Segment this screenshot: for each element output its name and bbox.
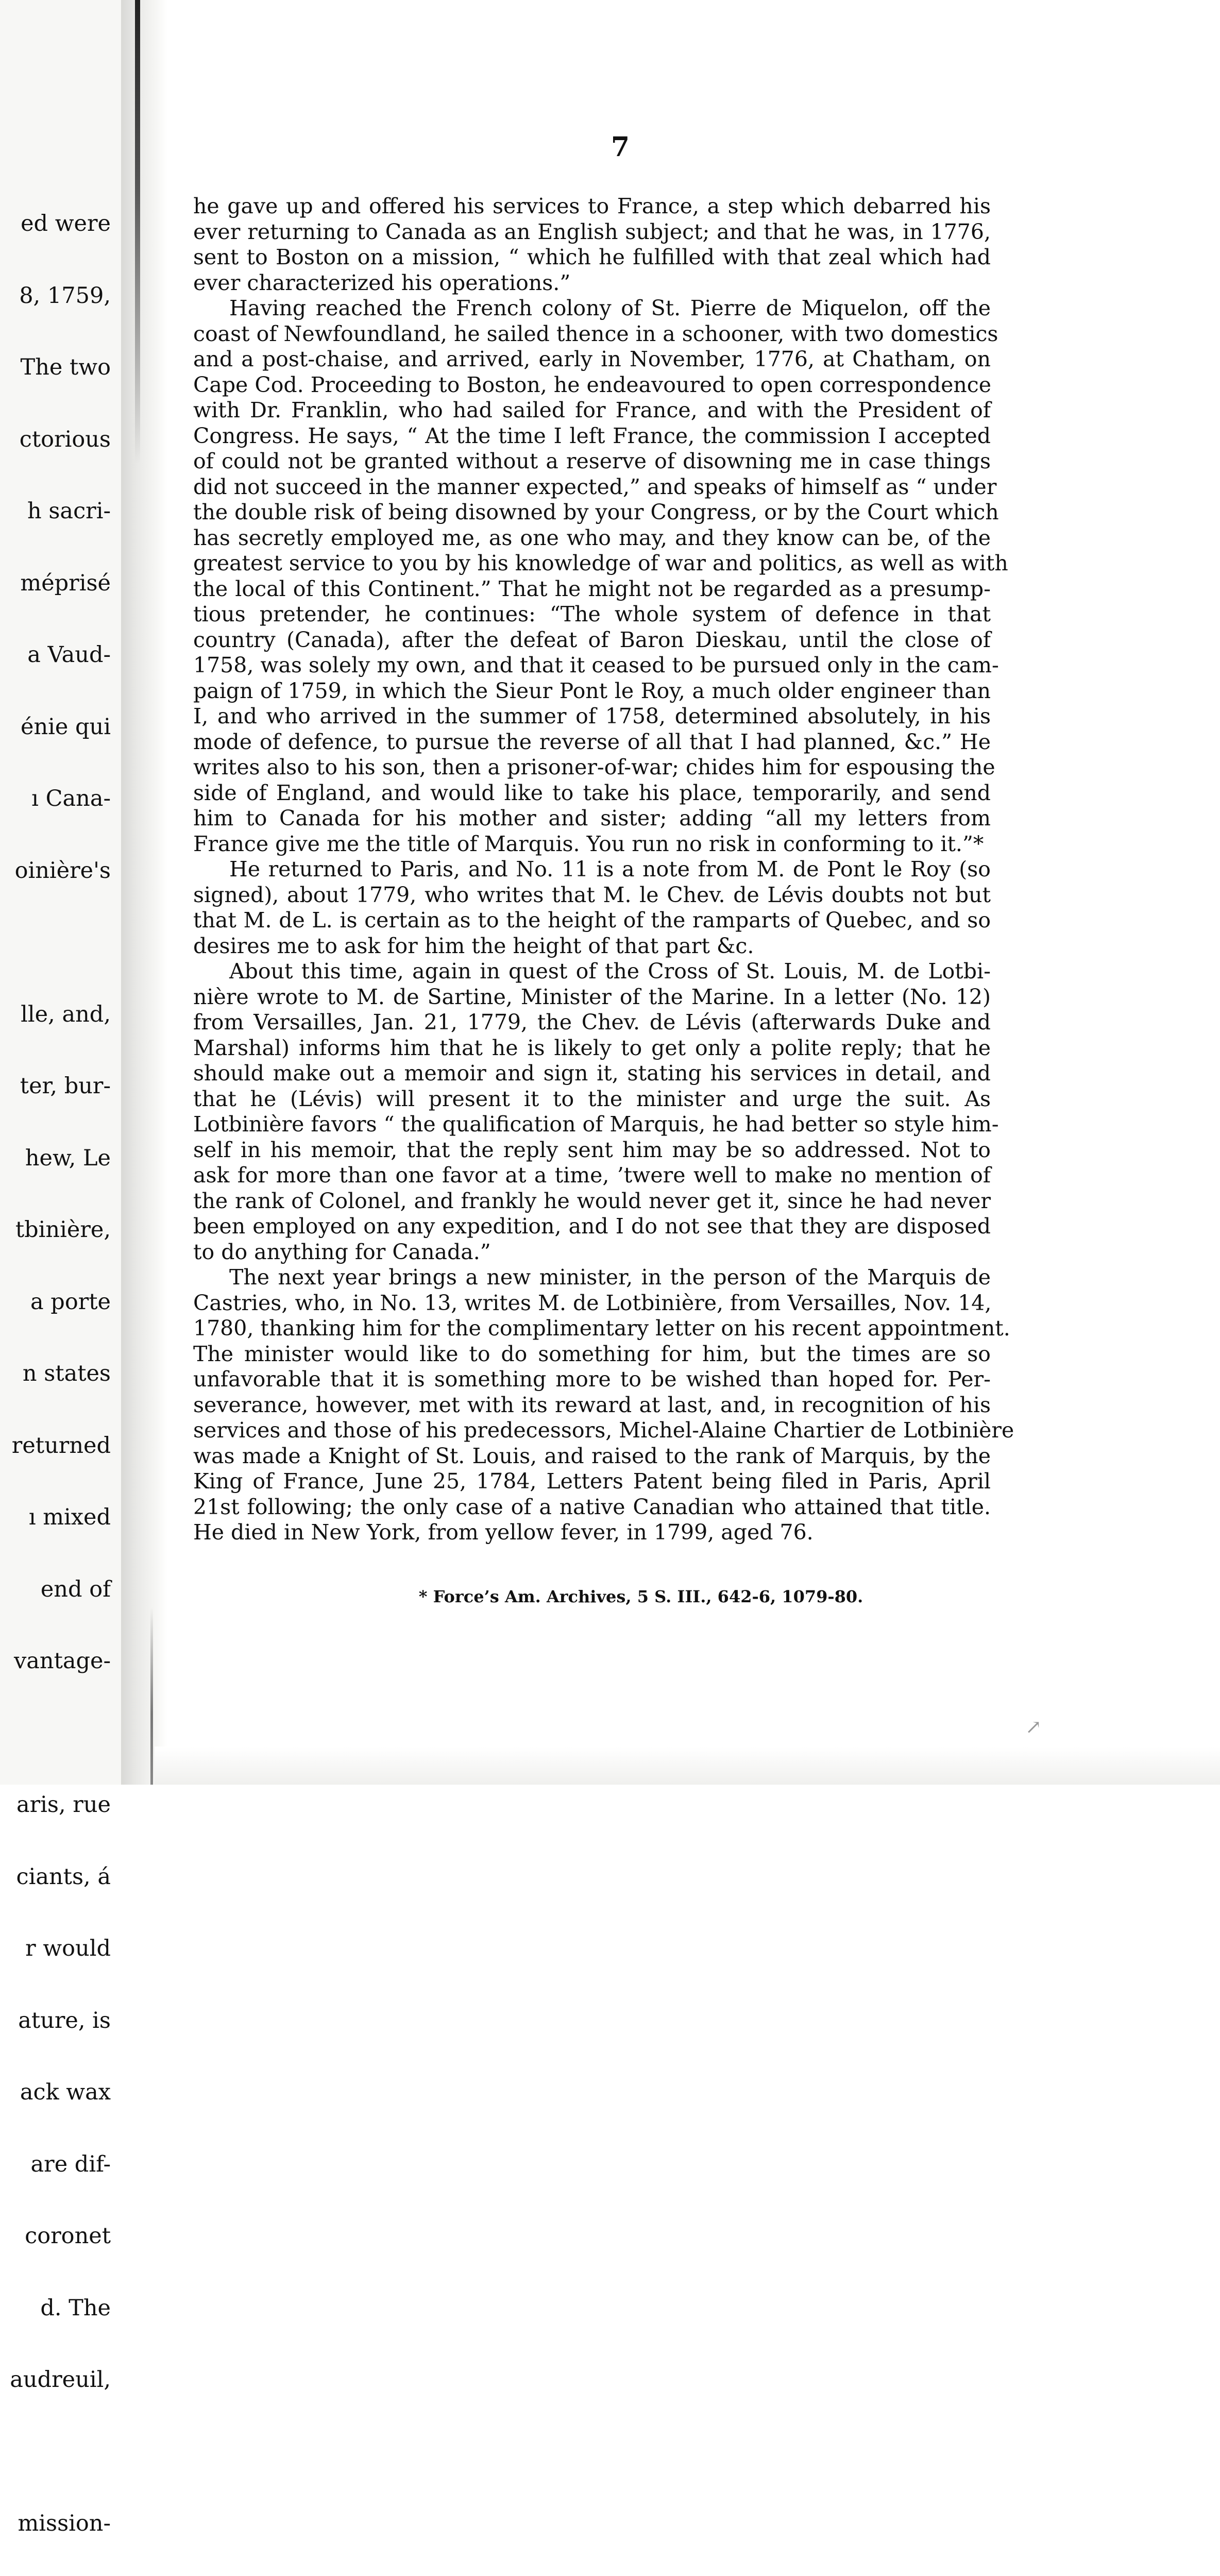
left-line: tbinière, <box>15 1217 111 1243</box>
left-line: oinière's <box>14 857 111 884</box>
left-line: ature, is <box>18 2007 111 2033</box>
left-line: h sacri- <box>27 498 111 524</box>
text-line: the double risk of being disowned by your Congress, or by the Court which <box>193 500 999 524</box>
left-line: aris, rue <box>16 1792 111 1818</box>
paragraph-first-line: About this time, again in quest of the Cross of St. Louis, M. de Lotbi- <box>229 959 991 984</box>
left-line: 8, 1759, <box>19 282 111 309</box>
text-line: with Dr. Franklin, who had sailed for France, and with the President of <box>193 398 991 422</box>
left-line: audreuil, <box>10 2367 111 2393</box>
text-line: side of England, and would like to take his place, temporarily, and send <box>193 780 991 805</box>
text-line: was made a Knight of St. Louis, and raised to the rank of Marquis, by the <box>193 1443 991 1468</box>
left-line: The two <box>20 354 111 380</box>
left-line: end of <box>40 1576 111 1602</box>
text-line: He died in New York, from yellow fever, in 1799, aged 76. <box>193 1520 814 1545</box>
text-line: that he (Lévis) will present it to the minister and urge the suit. As <box>193 1086 991 1111</box>
paragraph-first-line: The next year brings a new minister, in the person of the Marquis de <box>229 1265 991 1290</box>
text-line: severance, however, met with its reward at last, and, in recognition of his <box>193 1392 991 1417</box>
text-line: 21st following; the only case of a native Canadian who attained that title. <box>193 1494 991 1519</box>
left-line <box>0 2440 111 2464</box>
text-line: King of France, June 25, 1784, Letters Patent being filed in Paris, April <box>193 1469 991 1494</box>
left-line <box>0 930 111 955</box>
text-line: tious pretender, he continues: “The whole system of defence in that <box>193 602 991 626</box>
text-line: to do anything for Canada.” <box>193 1239 491 1264</box>
left-line: ed were <box>21 211 111 236</box>
text-line: unfavorable that it is something more to be wished than hoped for. Per- <box>193 1367 991 1392</box>
left-line: ctorious <box>19 426 111 452</box>
text-line: Lotbinière favors “ the qualification of Marquis, he had better so style him- <box>193 1112 999 1137</box>
spine-edge <box>135 0 140 464</box>
left-line: ciants, á <box>16 1863 111 1890</box>
left-line: coronet <box>25 2223 111 2249</box>
left-line: ı Cana- <box>31 786 111 811</box>
text-line: France give me the title of Marquis. You run no risk in conforming to it.”* <box>193 831 984 856</box>
text-line: coast of Newfoundland, he sailed thence in a schooner, with two domestics <box>193 321 998 346</box>
left-line: énie qui <box>21 714 111 740</box>
left-line: d. The <box>40 2295 111 2321</box>
paragraph-first-line: Having reached the French colony of St. Pierre de Miquelon, off the <box>229 296 991 320</box>
text-line: he gave up and offered his services to France, a step which debarred his <box>193 194 991 218</box>
footnote: * Force’s Am. Archives, 5 S. III., 642-6, 1079-80. <box>418 1587 863 1606</box>
text-line: The minister would like to do something for him, but the times are so <box>193 1341 991 1366</box>
text-line: been employed on any expedition, and I do not see that they are disposed <box>193 1214 991 1239</box>
left-line: n states <box>22 1361 111 1386</box>
text-line: 1780, thanking him for the complimentary letter on his recent appointment. <box>193 1316 1010 1341</box>
page-bottom-shade <box>155 1747 1220 1785</box>
text-line: him to Canada for his mother and sister; adding “all my letters from <box>193 806 991 831</box>
text-line: greatest service to you by his knowledge of war and politics, as well as with <box>193 551 1008 575</box>
left-line: r would <box>25 1936 111 1961</box>
text-line: Congress. He says, “ At the time I left France, the commission I accepted <box>193 423 991 448</box>
paragraph-first-line: He returned to Paris, and No. 11 is a note from M. de Pont le Roy (so <box>229 857 991 882</box>
left-line: vantage- <box>13 1648 111 1674</box>
left-line: returned <box>11 1432 111 1459</box>
left-line: ack wax <box>20 2079 111 2105</box>
text-line: mode of defence, to pursue the reverse of all that I had planned, &c.” He <box>193 729 991 754</box>
text-line: from Versailles, Jan. 21, 1779, the Chev. de Lévis (afterwards Duke and <box>193 1010 991 1035</box>
left-line: mission- <box>18 2511 111 2536</box>
body-text <box>193 194 1014 1546</box>
text-line: of could not be granted without a reserve of disowning me in case things <box>193 449 991 473</box>
text-line: desires me to ask for him the height of that part &c. <box>193 933 754 958</box>
text-line: ask for more than one favor at a time, ’twere well to make no mention of <box>193 1163 991 1188</box>
left-page-fragment <box>0 0 121 2536</box>
text-line: has secretly employed me, as one who may, and they know can be, of the <box>193 525 991 550</box>
text-line: ever characterized his operations.” <box>193 270 571 295</box>
text-line: ever returning to Canada as an English subject; and that he was, in 1776, <box>193 219 991 244</box>
book-gutter <box>121 0 167 1785</box>
text-line: the local of this Continent.” That he might not be regarded as a presump- <box>193 576 991 601</box>
text-line: signed), about 1779, who writes that M. le Chev. de Lévis doubts not but <box>193 882 991 907</box>
text-line: services and those of his predecessors, Michel-Alaine Chartier de Lotbinière <box>193 1418 1014 1443</box>
text-line: paign of 1759, in which the Sieur Pont le Roy, a much older engineer than <box>193 678 991 703</box>
left-line: a Vaud- <box>27 642 111 668</box>
left-line: lle, and, <box>21 1001 111 1027</box>
text-line: self in his memoir, that the reply sent him may be so addressed. Not to <box>193 1137 991 1162</box>
corner-pencil-mark: ↗ <box>1025 1716 1042 1738</box>
text-line: nière wrote to M. de Sartine, Minister of the Marine. In a letter (No. 12) <box>193 984 991 1009</box>
left-page-text <box>0 164 111 2576</box>
left-line: are dif- <box>30 2151 111 2177</box>
text-line: that M. de L. is certain as to the height of the ramparts of Quebec, and so <box>193 908 991 933</box>
text-line: writes also to his son, then a prisoner-of-war; chides him for espousing the <box>193 755 995 779</box>
text-line: should make out a memoir and sign it, stating his services in detail, and <box>193 1061 991 1086</box>
text-line: country (Canada), after the defeat of Baron Dieskau, until the close of <box>193 627 991 652</box>
left-line: a porte <box>30 1289 111 1315</box>
left-line: ı mixed <box>28 1504 111 1530</box>
text-line: the rank of Colonel, and frankly he would never get it, since he had never <box>193 1188 991 1213</box>
text-line: Castries, who, in No. 13, writes M. de Lotbinière, from Versailles, Nov. 14, <box>193 1290 992 1315</box>
text-line: did not succeed in the manner expected,” and speaks of himself as “ under <box>193 474 997 499</box>
left-line: hew, Le <box>25 1145 111 1171</box>
text-line: 1758, was solely my own, and that it ceased to be pursued only in the cam- <box>193 653 999 677</box>
text-line: Marshal) informs him that he is likely to get only a polite reply; that he <box>193 1035 991 1060</box>
text-line: and a post-chaise, and arrived, early in November, 1776, at Chatham, on <box>193 347 991 371</box>
left-line: méprisé <box>20 570 111 596</box>
spine-edge-lower <box>150 1607 153 1785</box>
text-line: Cape Cod. Proceeding to Boston, he endeavoured to open correspondence <box>193 372 991 397</box>
left-line <box>0 1721 111 1745</box>
page-number: 7 <box>611 131 630 163</box>
text-line: sent to Boston on a mission, “ which he fulfilled with that zeal which had <box>193 245 991 269</box>
text-line: I, and who arrived in the summer of 1758, determined absolutely, in his <box>193 704 991 728</box>
left-line: ter, bur- <box>20 1073 111 1099</box>
